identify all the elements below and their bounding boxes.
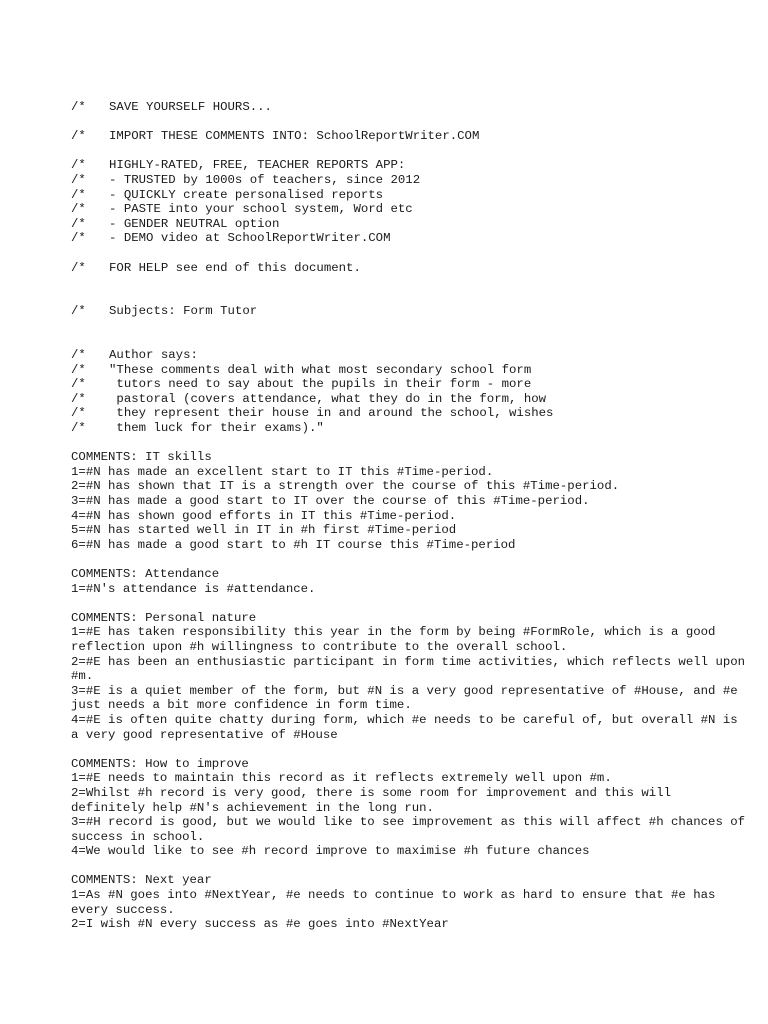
comment-item: 1=As #N goes into #NextYear, #e needs to continue to work as hard to ensure that #e has every success. bbox=[71, 888, 723, 917]
comment-marker: /* bbox=[71, 187, 86, 202]
comment-marker: /* bbox=[71, 158, 86, 173]
document-page bbox=[71, 100, 751, 946]
import-block bbox=[71, 129, 751, 144]
comment-marker: /* bbox=[71, 348, 86, 363]
section-heading: COMMENTS: Personal nature bbox=[71, 610, 257, 625]
comment-marker: /* bbox=[71, 362, 86, 377]
save-hours-line bbox=[71, 100, 751, 115]
save-hours-text: SAVE YOURSELF HOURS... bbox=[109, 100, 272, 114]
comment-item: 1=#N's attendance is #attendance. bbox=[71, 581, 316, 596]
app-text: HIGHLY-RATED, FREE, TEACHER REPORTS APP: bbox=[109, 158, 406, 173]
comment-item: 4=We would like to see #h record improve to maximise #h future chances bbox=[71, 844, 590, 859]
author-line bbox=[71, 363, 751, 378]
author-line bbox=[71, 406, 751, 421]
app-text: - TRUSTED by 1000s of teachers, since 2012 bbox=[109, 172, 421, 187]
author-line bbox=[71, 421, 751, 436]
comment-item: 2=Whilst #h record is very good, there is some room for improvement and this will definitely help #N's achievement in the long run. bbox=[71, 785, 679, 815]
comment-item: 3=#N has made a good start to IT over the course of this #Time-period. bbox=[71, 494, 590, 509]
comment-item: 1=#N has made an excellent start to IT this #Time-period. bbox=[71, 464, 494, 479]
comment-marker: /* bbox=[71, 377, 86, 392]
app-line bbox=[71, 158, 751, 173]
section-heading: COMMENTS: IT skills bbox=[71, 450, 212, 465]
comment-marker: /* bbox=[71, 260, 86, 275]
comment-marker: /* bbox=[71, 100, 86, 114]
author-line bbox=[71, 348, 751, 363]
author-text: pastoral (covers attendance, what they do in the form, how bbox=[109, 391, 547, 406]
subjects-block bbox=[71, 304, 751, 319]
help-block bbox=[71, 261, 751, 276]
app-line bbox=[71, 173, 751, 188]
author-text: them luck for their exams)." bbox=[109, 421, 324, 436]
comment-marker: /* bbox=[71, 129, 86, 144]
app-text: - GENDER NEUTRAL option bbox=[109, 216, 280, 231]
app-line bbox=[71, 202, 751, 217]
author-line bbox=[71, 377, 751, 392]
author-text: they represent their house in and around the school, wishes bbox=[109, 406, 554, 421]
comment-item: 5=#N has started well in IT in #h first #Time-period bbox=[71, 523, 457, 538]
app-line bbox=[71, 217, 751, 232]
comment-marker: /* bbox=[71, 421, 86, 436]
author-block bbox=[71, 348, 751, 436]
comment-item: 4=#N has shown good efforts in IT this #Time-period. bbox=[71, 508, 457, 523]
comment-item: 6=#N has made a good start to #h IT course this #Time-period bbox=[71, 537, 516, 552]
comment-item: 3=#H record is good, but we would like to see improvement as this will affect #h chances of success in school. bbox=[71, 815, 753, 844]
import-line bbox=[71, 129, 751, 144]
comment-item: 3=#E is a quiet member of the form, but #N is a very good representative of #House, and #e just needs a bit more confidence in form time. bbox=[71, 683, 746, 713]
section-it-skills bbox=[71, 450, 751, 552]
app-text: - QUICKLY create personalised reports bbox=[109, 187, 384, 202]
help-text: FOR HELP see end of this document. bbox=[109, 260, 361, 275]
section-heading: COMMENTS: How to improve bbox=[71, 756, 249, 771]
author-text: "These comments deal with what most secondary school form bbox=[109, 362, 532, 377]
comment-item: 4=#E is often quite chatty during form, which #e needs to be careful of, but overall #N is a very good representative of #House bbox=[71, 712, 746, 742]
save-hours-block bbox=[71, 100, 751, 115]
comment-marker: /* bbox=[71, 216, 86, 231]
import-text: IMPORT THESE COMMENTS INTO: SchoolReportWriter.COM bbox=[109, 129, 480, 144]
author-text: Author says: bbox=[109, 348, 198, 363]
app-text: - DEMO video at SchoolReportWriter.COM bbox=[109, 231, 391, 246]
comment-marker: /* bbox=[71, 304, 86, 319]
spacer bbox=[71, 334, 751, 349]
comment-marker: /* bbox=[71, 406, 86, 421]
app-line bbox=[71, 188, 751, 203]
help-line bbox=[71, 261, 751, 276]
author-text: tutors need to say about the pupils in their form - more bbox=[109, 377, 532, 392]
subjects-text: Subjects: Form Tutor bbox=[109, 304, 258, 319]
subjects-line bbox=[71, 304, 751, 319]
comment-marker: /* bbox=[71, 231, 86, 246]
app-line bbox=[71, 231, 751, 246]
comment-marker: /* bbox=[71, 202, 86, 217]
section-how-to-improve bbox=[71, 757, 751, 859]
app-text: - PASTE into your school system, Word etc bbox=[109, 202, 413, 217]
comment-marker: /* bbox=[71, 172, 86, 187]
app-features-block bbox=[71, 158, 751, 246]
section-attendance bbox=[71, 567, 751, 596]
author-line bbox=[71, 392, 751, 407]
section-heading: COMMENTS: Attendance bbox=[71, 567, 220, 581]
comment-item: 2=#N has shown that IT is a strength over the course of this #Time-period. bbox=[71, 479, 620, 494]
comment-item: 2=#E has been an enthusiastic participant in form time activities, which reflects well upon #m. bbox=[71, 654, 753, 684]
spacer bbox=[71, 290, 751, 305]
comment-item: 1=#E needs to maintain this record as it reflects extremely well upon #m. bbox=[71, 771, 612, 786]
section-personal-nature bbox=[71, 611, 751, 742]
comment-item: 2=I wish #N every success as #e goes into #NextYear bbox=[71, 917, 449, 932]
section-heading: COMMENTS: Next year bbox=[71, 873, 212, 888]
comment-item: 1=#E has taken responsibility this year in the form by being #FormRole, which is a good reflection upon #h willingness to contribute to the overall school. bbox=[71, 625, 723, 654]
comment-marker: /* bbox=[71, 391, 86, 406]
section-next-year bbox=[71, 873, 751, 931]
